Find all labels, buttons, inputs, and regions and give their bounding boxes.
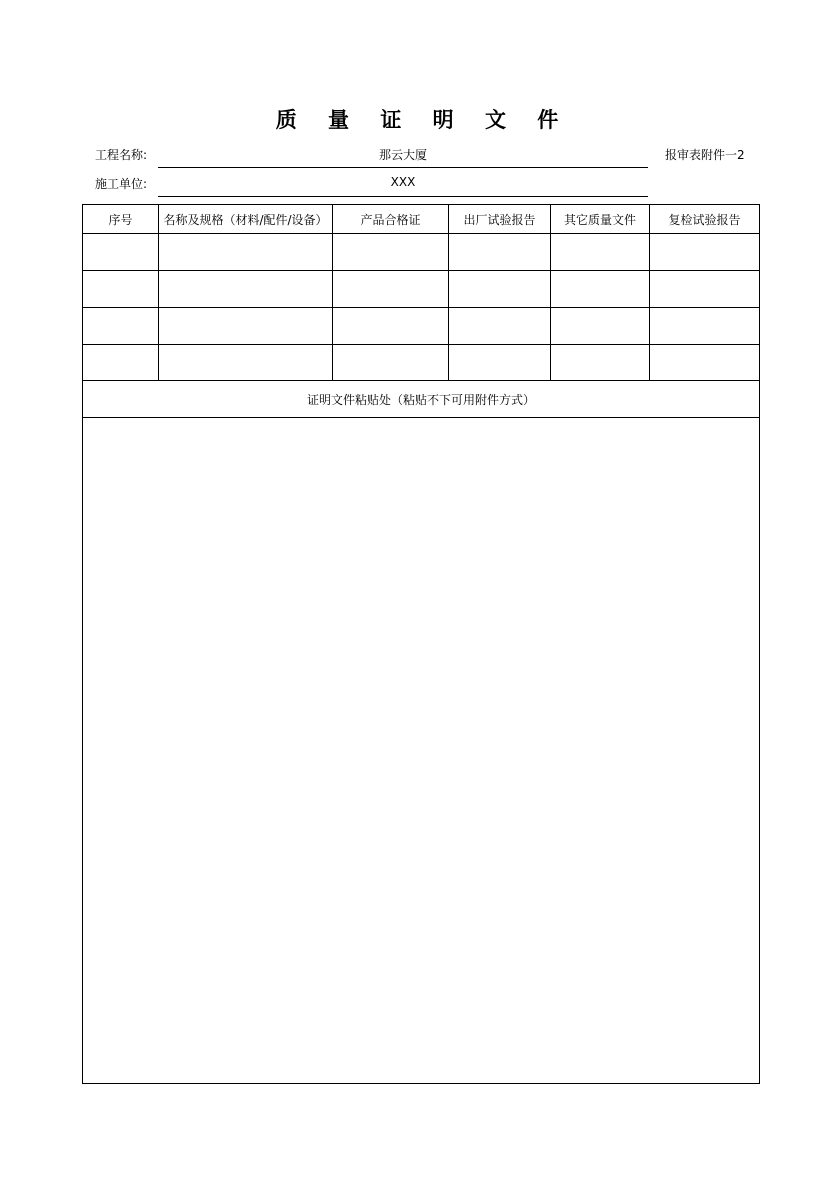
- table-cell[interactable]: [650, 271, 759, 308]
- attachment-label: 报审表附件一2: [665, 148, 745, 162]
- table-cell[interactable]: [159, 234, 333, 271]
- table-cell[interactable]: [159, 345, 333, 381]
- project-name-label: 工程名称:: [95, 148, 148, 162]
- table-cell[interactable]: [83, 234, 159, 271]
- table-cell[interactable]: [449, 234, 551, 271]
- construction-unit-label: 施工单位:: [95, 177, 148, 191]
- table-cell[interactable]: [83, 271, 159, 308]
- table-cell[interactable]: [333, 234, 449, 271]
- project-name-underline: [158, 167, 648, 168]
- table-cell[interactable]: [650, 345, 759, 381]
- quality-document-table: [82, 204, 760, 1084]
- table-cell[interactable]: [333, 308, 449, 345]
- construction-unit-underline: [158, 196, 648, 197]
- table-cell[interactable]: [449, 308, 551, 345]
- table-cell[interactable]: [449, 271, 551, 308]
- header-other-quality-docs: 其它质量文件: [551, 205, 650, 234]
- table-cell[interactable]: [449, 345, 551, 381]
- table-cell[interactable]: [551, 234, 650, 271]
- table-cell[interactable]: [650, 234, 759, 271]
- header-serial-number: 序号: [83, 205, 159, 234]
- table-cell[interactable]: [551, 308, 650, 345]
- document-title: 质 量 证 明 文 件: [275, 107, 571, 132]
- header-product-certificate: 产品合格证: [333, 205, 449, 234]
- table-cell[interactable]: [551, 271, 650, 308]
- table-cell[interactable]: [650, 308, 759, 345]
- table-cell[interactable]: [83, 345, 159, 381]
- header-name-spec: 名称及规格（材料/配件/设备）: [159, 205, 333, 234]
- document-paste-area[interactable]: [83, 418, 759, 1083]
- table-cell[interactable]: [333, 271, 449, 308]
- header-factory-test-report: 出厂试验报告: [449, 205, 551, 234]
- paste-area-label: 证明文件粘贴处（粘贴不下可用附件方式）: [83, 381, 759, 418]
- table-cell[interactable]: [83, 308, 159, 345]
- project-name-value: 那云大厦: [378, 148, 427, 162]
- table-cell[interactable]: [333, 345, 449, 381]
- table-cell[interactable]: [551, 345, 650, 381]
- construction-unit-value: XXX: [390, 175, 416, 189]
- table-cell[interactable]: [159, 308, 333, 345]
- table-cell[interactable]: [159, 271, 333, 308]
- header-retest-report: 复检试验报告: [650, 205, 759, 234]
